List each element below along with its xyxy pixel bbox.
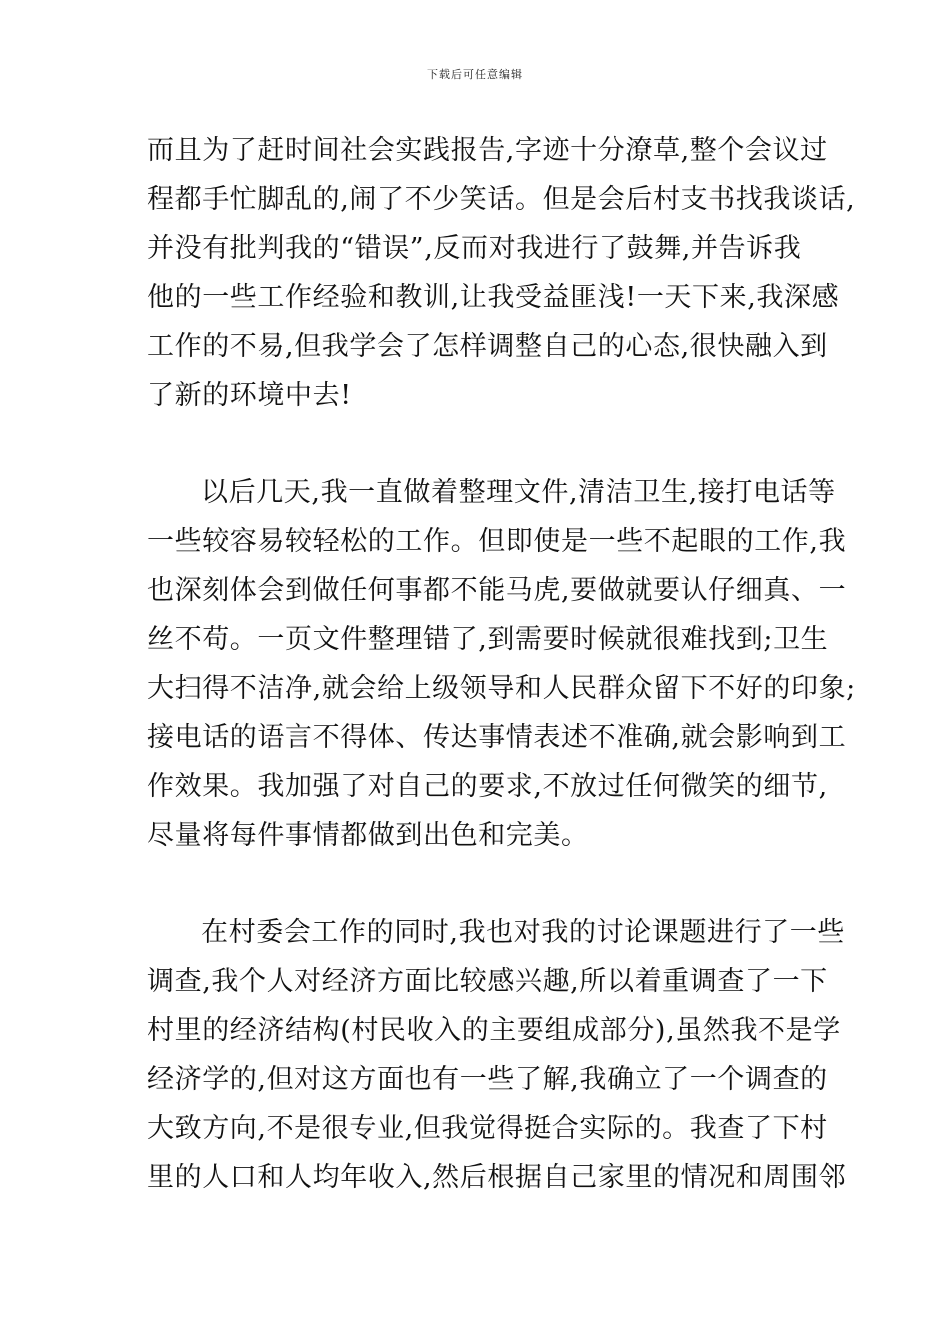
- text-line: 在村委会工作的同时,我也对我的讨论课题进行了一些: [201, 917, 845, 948]
- paragraph-spacer: [147, 420, 819, 468]
- text-line: 里的人口和人均年收入,然后根据自己家里的情况和周围邻: [147, 1162, 847, 1193]
- text-line: 了新的环境中去!: [147, 380, 352, 411]
- text-line: 并没有批判我的“错误”,反而对我进行了鼓舞,并告诉我: [147, 233, 802, 264]
- text-line: 大致方向,不是很专业,但我觉得挺合实际的。我查了下村: [147, 1113, 828, 1144]
- text-line: 以后几天,我一直做着整理文件,清洁卫生,接打电话等: [201, 477, 836, 508]
- text-line: 调查,我个人对经济方面比较感兴趣,所以着重调查了一下: [147, 966, 828, 997]
- text-line: 村里的经济结构(村民收入的主要组成部分),虽然我不是学: [147, 1015, 841, 1046]
- text-line: 一些较容易较轻松的工作。但即使是一些不起眼的工作,我: [147, 526, 847, 557]
- paragraph-3: [147, 908, 847, 1202]
- text-line: 程都手忙脚乱的,闹了不少笑话。但是会后村支书找我谈话,: [147, 184, 856, 215]
- text-line: 尽量将每件事情都做到出色和完美。: [147, 820, 589, 851]
- document-body: [147, 126, 856, 1202]
- paragraph-spacer: [147, 860, 819, 908]
- text-line: 经济学的,但对这方面也有一些了解,我确立了一个调查的: [147, 1064, 828, 1095]
- text-line: 而且为了赶时间社会实践报告,字迹十分潦草,整个会议过: [147, 135, 828, 166]
- header-note: 下载后可任意编辑: [427, 68, 523, 81]
- text-line: 他的一些工作经验和教训,让我受益匪浅!一天下来,我深感: [147, 282, 840, 313]
- text-line: 工作的不易,但我学会了怎样调整自己的心态,很快融入到: [147, 331, 828, 362]
- text-line: 也深刻体会到做任何事都不能马虎,要做就要认仔细真、一: [147, 575, 847, 606]
- text-line: 丝不苟。一页文件整理错了,到需要时候就很难找到;卫生: [147, 624, 829, 655]
- text-line: 大扫得不洁净,就会给上级领导和人民群众留下不好的印象;: [147, 673, 856, 704]
- text-line: 作效果。我加强了对自己的要求,不放过任何微笑的细节,: [147, 771, 828, 802]
- paragraph-1: [147, 126, 856, 420]
- text-line: 接电话的语言不得体、传达事情表述不准确,就会影响到工: [147, 722, 847, 753]
- paragraph-2: [147, 468, 856, 860]
